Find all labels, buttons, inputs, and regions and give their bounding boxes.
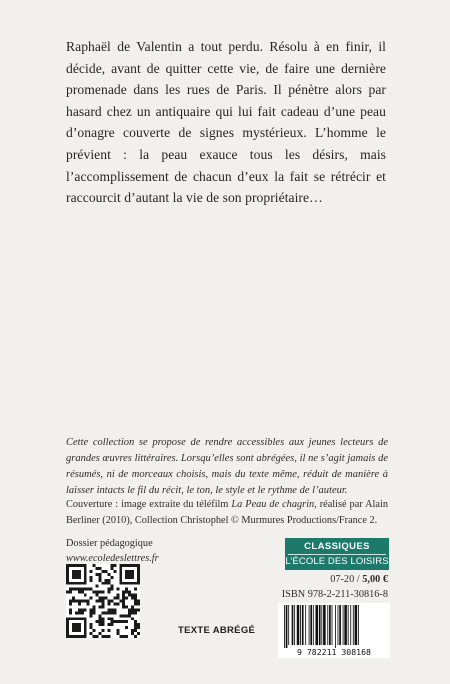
isbn: ISBN 978-2-211-30816-8: [281, 589, 388, 600]
qr-code: [66, 564, 140, 638]
brand-line1: CLASSIQUES: [304, 541, 370, 552]
cover-credit-suffix: , réalisé par Alain Berliner (2010), Collection Christophel © Murmures Productions/France 2.: [66, 499, 388, 526]
dossier-url[interactable]: www.ecoledeslettres.fr: [66, 553, 159, 564]
film-title: La Peau de chagrin: [231, 499, 315, 510]
cover-credit-prefix: Couverture : image extraite du téléfilm: [66, 499, 232, 510]
price-line: [330, 572, 388, 587]
barcode-number: 9 782211 308168: [297, 647, 371, 657]
price-amount: 5,00 €: [362, 574, 388, 585]
publisher-logo: [285, 538, 389, 570]
back-cover-blurb: Raphaël de Valentin a tout perdu. Résolu à en finir, il décide, avant de quitter cette vie, de faire une dernière promenade dans les rues de Paris. Il pénètre alors par hasard chez un antiquaire qui lui fait cadeau d’une peau d’onagre couverte de signes mystérieux. L’homme le prévient : la peau exauce tous les désirs, mais l’accomplissement de chacun d’eux la fait se rétrécir et raccourcit d’autant la vie de son propriétaire…: [66, 39, 386, 206]
abridged-text-label: TEXTE ABRÉGÉ: [178, 625, 256, 636]
price-code: 07-20 /: [330, 574, 363, 585]
collection-note: Cette collection se propose de rendre accessibles aux jeunes lecteurs de grandes œuvres littéraires. Lorsqu’elles sont abrégées, il ne s’agit jamais de résumés, ni de morceaux choisis, mais du texte même, réduit de manière à laisser intacts le fil du récit, le ton, le style et le rythme de l’auteur.: [66, 437, 388, 496]
dossier-block: [66, 536, 159, 566]
dossier-label: Dossier pédagogique: [66, 538, 153, 549]
cover-credit: [66, 497, 388, 529]
brand-line2: L’ÉCOLE DES LOISIRS: [285, 556, 389, 567]
barcode: [278, 603, 390, 658]
